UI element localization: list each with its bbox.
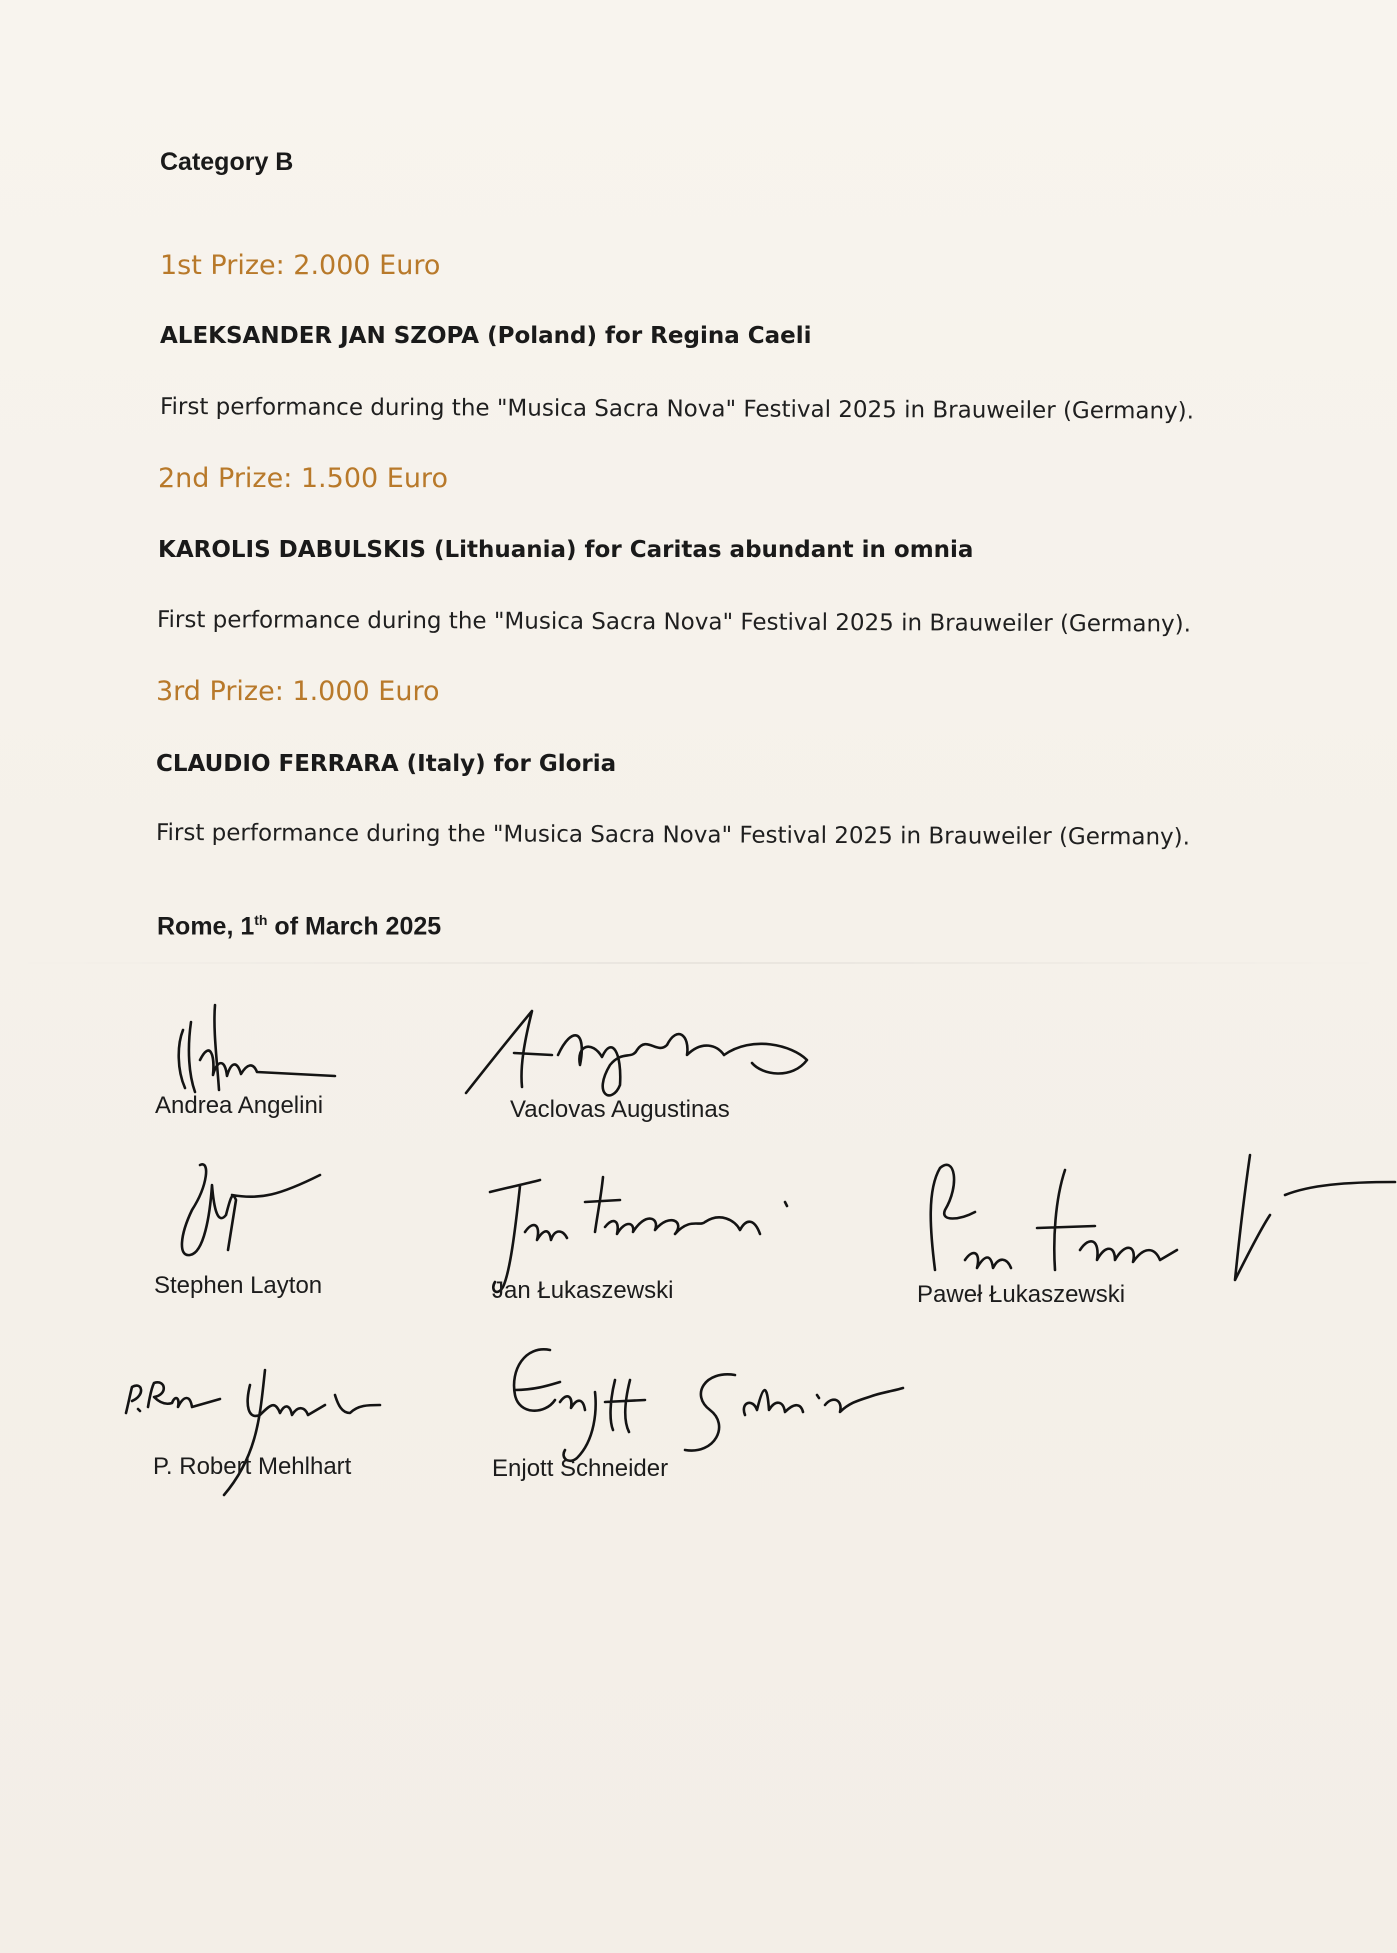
signature-vaclovas-augustinas — [462, 1005, 822, 1105]
signatory-enjott-schneider: Enjott Schneider — [492, 1455, 669, 1482]
prize-3-performance: First performance during the "Musica Sacra Nova" Festival 2025 in Brauweiler (Germany). — [155, 820, 1191, 851]
place-date — [157, 912, 441, 941]
prize-2-title: 2nd Prize: 1.500 Euro — [158, 463, 448, 494]
category-heading: Category B — [160, 148, 294, 176]
prize-1-title: 1st Prize: 2.000 Euro — [160, 250, 441, 281]
signatory-stephen-layton: Stephen Layton — [154, 1272, 323, 1299]
prize-1-performance: First performance during the "Musica Sacra Nova" Festival 2025 in Brauweiler (Germany). — [159, 394, 1195, 425]
prize-2-performance: First performance during the "Musica Sacra Nova" Festival 2025 in Brauweiler (Germany). — [156, 607, 1192, 638]
prize-2-winner: KAROLIS DABULSKIS (Lithuania) for Caritas abundant in omnia — [158, 537, 974, 563]
signatory-pawel-lukaszewski: Paweł Łukaszewski — [917, 1281, 1126, 1308]
place-date-suffix: of March 2025 — [267, 912, 442, 941]
signatory-jan-lukaszewski: Jan Łukaszewski — [492, 1277, 674, 1304]
signatory-vaclovas-augustinas: Vaclovas Augustinas — [510, 1096, 730, 1123]
prize-1-winner: ALEKSANDER JAN SZOPA (Poland) for Regina Caeli — [160, 323, 812, 349]
paper-fold-line — [0, 962, 1397, 964]
signature-andrea-angelini — [155, 1000, 345, 1105]
place-date-prefix: Rome, 1 — [157, 912, 255, 941]
prize-3-winner: CLAUDIO FERRARA (Italy) for Gloria — [156, 751, 617, 777]
signature-pawel-lukaszewski — [915, 1150, 1395, 1300]
place-date-superscript: th — [254, 912, 268, 928]
signatory-p-robert-mehlhart: P. Robert Mehlhart — [153, 1453, 352, 1480]
prize-3-title: 3rd Prize: 1.000 Euro — [156, 676, 440, 707]
signature-stephen-layton — [170, 1155, 330, 1265]
signatory-andrea-angelini: Andrea Angelini — [155, 1092, 324, 1119]
